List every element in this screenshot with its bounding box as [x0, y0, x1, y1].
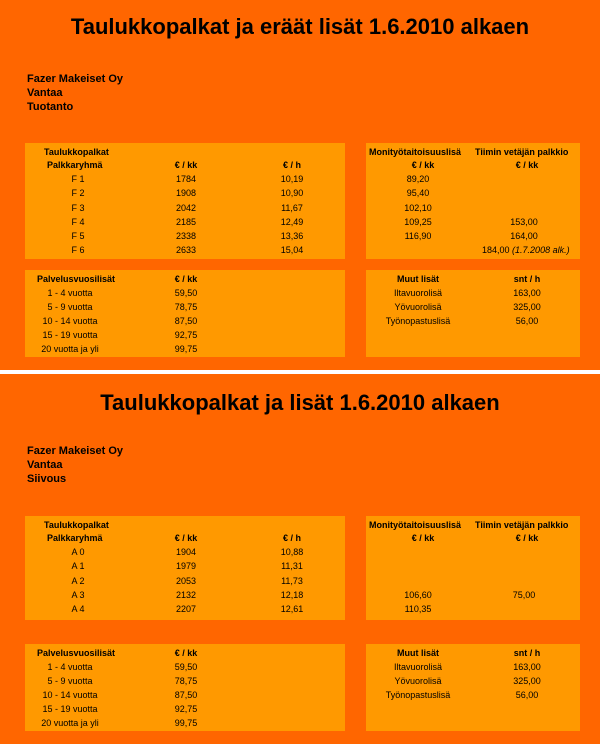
wage-hourly-header: € / h	[282, 533, 301, 543]
service-years-value: 59,50	[174, 662, 198, 672]
other-supplement-name: Työnopastuslisä	[385, 316, 451, 326]
wage-table	[25, 516, 345, 620]
wage-group: F 3	[71, 203, 85, 213]
service-years-table	[25, 644, 345, 731]
service-years-value: 92,75	[174, 330, 198, 340]
wage-table-title: Taulukkopalkat	[44, 147, 109, 157]
wage-hourly: 12,18	[280, 590, 304, 600]
company-info	[27, 444, 123, 486]
service-years-value: 59,50	[174, 288, 198, 298]
team-leader-unit: € / kk	[515, 533, 539, 543]
multiskill-unit: € / kk	[411, 533, 435, 543]
service-years-range: 15 - 19 vuotta	[42, 704, 98, 714]
multiskill-value: 116,90	[404, 231, 432, 241]
company-city: Vantaa	[27, 459, 63, 471]
multiskill-value: 89,20	[406, 174, 430, 184]
service-years-range: 10 - 14 vuotta	[42, 690, 98, 700]
team-leader-value: 75,00	[512, 590, 536, 600]
multiskill-header: Monityötaitoisuuslisä	[369, 147, 462, 157]
company-name: Fazer Makeiset Oy	[27, 73, 123, 85]
other-supplement-value: 325,00	[513, 302, 541, 312]
service-years-range: 1 - 4 vuotta	[47, 662, 93, 672]
team-leader-value: 153,00	[510, 217, 538, 227]
multiskill-unit: € / kk	[411, 160, 435, 170]
service-years-value: 78,75	[174, 302, 198, 312]
wage-monthly: 2053	[175, 576, 197, 586]
page-title: Taulukkopalkat ja lisät 1.6.2010 alkaen	[100, 390, 500, 415]
wage-monthly: 1904	[175, 547, 197, 557]
wage-monthly-header: € / kk	[174, 160, 198, 170]
wage-monthly: 2132	[175, 590, 197, 600]
service-years-range: 20 vuotta ja yli	[41, 344, 99, 354]
other-supplement-name: Yövuorolisä	[394, 676, 442, 686]
other-supplement-name: Iltavuorolisä	[393, 288, 443, 298]
wage-monthly: 2042	[175, 203, 197, 213]
wage-group: A 2	[71, 576, 85, 586]
wage-group: A 3	[71, 590, 85, 600]
other-supplements-header: Muut lisät	[397, 648, 439, 658]
wage-hourly: 15,04	[280, 245, 304, 255]
wage-monthly: 2207	[175, 604, 197, 614]
team-leader-value: 164,00	[510, 231, 538, 241]
service-years-header: Palvelusvuosilisät	[37, 648, 116, 658]
multiskill-value: 110,35	[404, 604, 432, 614]
wage-hourly: 11,67	[281, 203, 303, 213]
sheet-production	[0, 0, 600, 370]
other-supplement-value: 56,00	[515, 316, 539, 326]
wage-monthly: 2338	[175, 231, 197, 241]
other-supplements-header: Muut lisät	[397, 274, 439, 284]
multiskill-value: 95,40	[406, 188, 430, 198]
wage-hourly: 10,90	[280, 188, 304, 198]
company-name: Fazer Makeiset Oy	[27, 445, 123, 457]
service-years-range: 10 - 14 vuotta	[42, 316, 98, 326]
team-leader-note: (1.7.2008 alk.)	[512, 245, 570, 255]
wage-group-header: Palkkaryhmä	[47, 533, 103, 543]
team-leader-amount: 184,00	[482, 245, 510, 255]
multiskill-value: 109,25	[404, 217, 432, 227]
other-supplements-table	[366, 270, 580, 357]
service-years-unit: € / kk	[174, 648, 198, 658]
wage-hourly: 10,88	[280, 547, 304, 557]
wage-group: A 4	[71, 604, 85, 614]
other-supplements-unit: snt / h	[513, 274, 541, 284]
service-years-range: 20 vuotta ja yli	[41, 718, 99, 728]
service-years-range: 5 - 9 vuotta	[47, 676, 93, 686]
skill-bonus-table	[366, 516, 580, 620]
wage-monthly: 2633	[175, 245, 197, 255]
wage-monthly: 2185	[175, 217, 197, 227]
sheet-cleaning	[0, 374, 600, 744]
multiskill-header: Monityötaitoisuuslisä	[369, 520, 462, 530]
wage-group: F 5	[71, 231, 85, 241]
wage-hourly-header: € / h	[282, 160, 301, 170]
service-years-value: 87,50	[174, 690, 198, 700]
service-years-range: 5 - 9 vuotta	[47, 302, 93, 312]
multiskill-value: 102,10	[404, 203, 432, 213]
service-years-range: 15 - 19 vuotta	[42, 330, 98, 340]
service-years-header: Palvelusvuosilisät	[37, 274, 116, 284]
service-years-value: 78,75	[174, 676, 198, 686]
service-years-value: 92,75	[174, 704, 198, 714]
wage-group: F 6	[71, 245, 85, 255]
multiskill-value: 106,60	[404, 590, 432, 600]
service-years-value: 99,75	[174, 718, 198, 728]
wage-group: A 1	[71, 561, 85, 571]
team-leader-header: Tiimin vetäjän palkkio	[475, 520, 569, 530]
wage-group-header: Palkkaryhmä	[47, 160, 103, 170]
wage-hourly: 11,31	[281, 561, 303, 571]
other-supplement-name: Yövuorolisä	[394, 302, 442, 312]
skill-bonus-table	[366, 143, 580, 259]
page-title: Taulukkopalkat ja eräät lisät 1.6.2010 alkaen	[70, 14, 530, 39]
other-supplements-table	[366, 644, 580, 731]
service-years-value: 99,75	[174, 344, 198, 354]
other-supplement-name: Iltavuorolisä	[393, 662, 443, 672]
wage-hourly: 13,36	[280, 231, 304, 241]
team-leader-header: Tiimin vetäjän palkkio	[475, 147, 569, 157]
service-years-table	[25, 270, 345, 357]
service-years-unit: € / kk	[174, 274, 198, 284]
company-dept: Tuotanto	[27, 101, 74, 113]
other-supplement-value: 56,00	[515, 690, 539, 700]
wage-table-title: Taulukkopalkat	[44, 520, 109, 530]
company-dept: Siivous	[27, 473, 67, 485]
other-supplements-unit: snt / h	[513, 648, 541, 658]
wage-monthly-header: € / kk	[174, 533, 198, 543]
wage-monthly: 1784	[175, 174, 197, 184]
service-years-range: 1 - 4 vuotta	[47, 288, 93, 298]
wage-monthly: 1979	[175, 561, 197, 571]
other-supplement-name: Työnopastuslisä	[385, 690, 451, 700]
wage-table	[25, 143, 345, 259]
company-info	[27, 72, 123, 114]
wage-group: A 0	[71, 547, 85, 557]
wage-hourly: 12,61	[280, 604, 304, 614]
wage-group: F 2	[71, 188, 85, 198]
other-supplement-value: 325,00	[513, 676, 541, 686]
wage-hourly: 12,49	[280, 217, 304, 227]
team-leader-value	[482, 244, 570, 256]
other-supplement-value: 163,00	[513, 662, 541, 672]
service-years-value: 87,50	[174, 316, 198, 326]
wage-monthly: 1908	[175, 188, 197, 198]
wage-hourly: 11,73	[281, 576, 303, 586]
wage-group: F 1	[71, 174, 85, 184]
team-leader-unit: € / kk	[515, 160, 539, 170]
wage-hourly: 10,19	[280, 174, 304, 184]
company-city: Vantaa	[27, 87, 63, 99]
other-supplement-value: 163,00	[513, 288, 541, 298]
wage-group: F 4	[71, 217, 85, 227]
